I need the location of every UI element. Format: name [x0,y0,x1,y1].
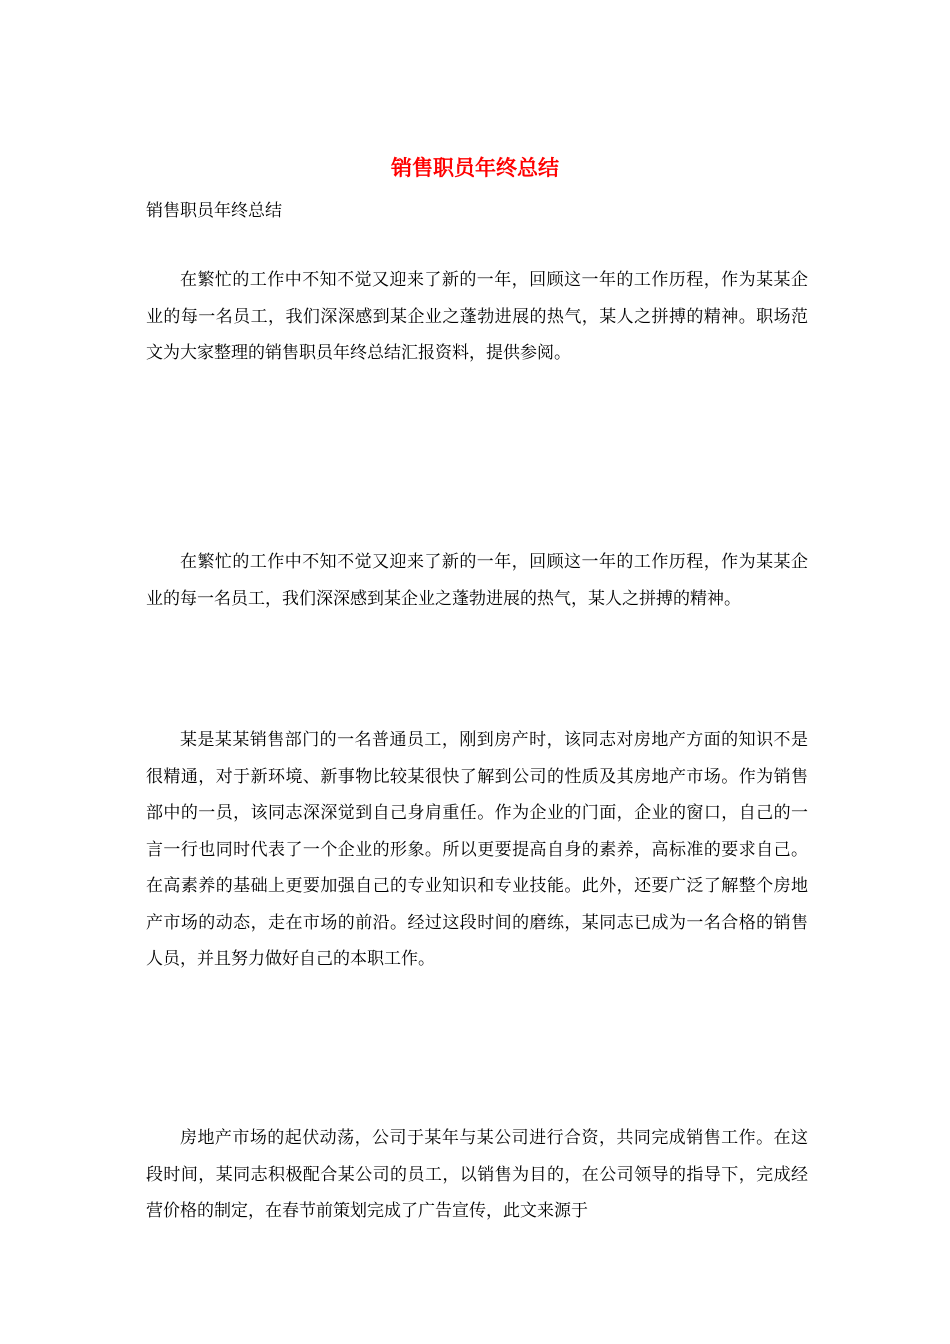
paragraph-1: 在繁忙的工作中不知不觉又迎来了新的一年，回顾这一年的工作历程，作为某某企业的每一名员工，我们深深感到某企业之蓬勃进展的热气，某人之拼搏的精神。职场范文为大家整理的销售职员年终总结汇报资料，提供参阅。 [146,270,808,363]
paragraph-4: 房地产市场的起伏动荡，公司于某年与某公司进行合资，共同完成销售工作。在这段时间，某同志积极配合某公司的员工，以销售为目的，在公司领导的指导下，完成经营价格的制定，在春节前策划完成了广告宣传，此文来源于 [146,1128,808,1221]
document-title: 销售职员年终总结 [391,156,559,180]
paragraph-2: 在繁忙的工作中不知不觉又迎来了新的一年，回顾这一年的工作历程，作为某某企业的每一名员工，我们深深感到某企业之蓬勃进展的热气，某人之拼搏的精神。 [146,552,808,609]
paragraph-3: 某是某某销售部门的一名普通员工，刚到房产时，该同志对房地产方面的知识不是很精通，对于新环境、新事物比较某很快了解到公司的性质及其房地产市场。作为销售部中的一员，该同志深深觉到自己身肩重任。作为企业的门面，企业的窗口，自己的一言一行也同时代表了一个企业的形象。所以更要提高自身的素养，高标准的要求自己。在高素养的基础上更要加强自己的专业知识和专业技能。此外，还要广泛了解整个房地产市场的动态，走在市场的前沿。经过这段时间的磨练，某同志已成为一名合格的销售人员，并且努力做好自己的本职工作。 [146,730,808,969]
document-subtitle: 销售职员年终总结 [146,201,282,221]
